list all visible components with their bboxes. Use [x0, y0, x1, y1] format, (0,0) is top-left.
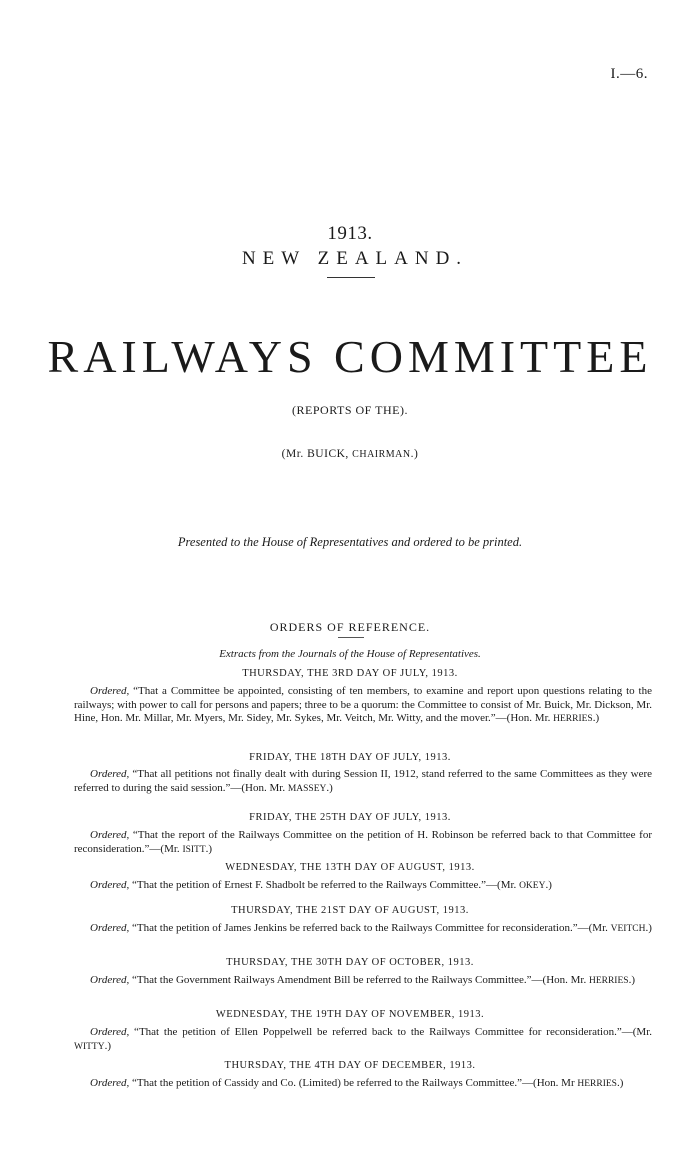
entry-paragraph	[74, 685, 652, 727]
entry-text: “That a Committee be appointed, consisting of ten members, to examine and report upon questions relating to the railways; with power to call for persons and papers; three to be a quorum: the Committee to consist of Mr. Buick, Mr. Dickson, Mr. Hine, Hon. Mr. Millar, Mr. Myers, Mr. Sidey, Mr. Sykes, Mr. Veitch, Mr. Witty, and the mover.”—(Hon. Mr.	[74, 685, 653, 724]
country-heading: NEW ZEALAND.	[241, 248, 469, 269]
entry-text: “That the petition of Ellen Poppelwell be referred back to the Railways Committee for reconsideration.”—(Mr.	[129, 1026, 652, 1038]
entry-paragraph	[74, 879, 652, 894]
chairman-prefix: (Mr. BUICK,	[281, 448, 353, 460]
entry-date: THURSDAY, THE 4TH DAY OF DECEMBER, 1913.	[224, 1060, 476, 1071]
entry-text: “That the report of the Railways Committee on the petition of H. Robinson be referred back to that Committee for reconsideration.”—(Mr.	[74, 829, 652, 855]
entry-date: WEDNESDAY, THE 19TH DAY OF NOVEMBER, 1913.	[215, 1009, 485, 1020]
ordered-label: Ordered,	[90, 768, 130, 780]
chairman-suffix: .)	[410, 448, 419, 460]
mover-name: WITTY	[74, 1041, 105, 1052]
entry-date: THURSDAY, THE 30TH DAY OF OCTOBER, 1913.	[226, 957, 474, 968]
mover-name: HERRIES	[577, 1079, 617, 1089]
ordered-label: Ordered,	[90, 974, 130, 986]
mover-name: OKEY	[519, 881, 546, 891]
orders-rule	[338, 637, 364, 638]
mover-name: HERRIES	[588, 976, 629, 986]
entry-end: .)	[592, 712, 600, 724]
ordered-label: Ordered,	[90, 1026, 130, 1038]
ordered-label: Ordered,	[90, 879, 130, 891]
entry-text: “That all petitions not finally dealt with during Session II, 1912, stand referred to the same Committees as they were referred to during the said session.”—(Hon. Mr.	[74, 768, 652, 794]
entry-paragraph	[74, 1026, 652, 1054]
mover-name: ISITT	[182, 844, 206, 855]
entry-paragraph	[74, 768, 652, 796]
entry-end: .)	[205, 842, 213, 855]
entry-date: THURSDAY, THE 21ST DAY OF AUGUST, 1913.	[231, 905, 469, 916]
mover-name: HERRIES	[553, 714, 593, 724]
presented-line: Presented to the House of Representatives and ordered to be printed.	[177, 535, 523, 549]
entry-text: “That the petition of Ernest F. Shadbolt be referred to the Railways Committee.”—(Mr.	[129, 879, 520, 891]
orders-heading: ORDERS OF REFERENCE.	[269, 620, 431, 634]
entry-end: .)	[628, 974, 635, 986]
extracts-line: Extracts from the Journals of the House of Representatives.	[219, 648, 481, 660]
ordered-label: Ordered,	[90, 829, 130, 841]
entry-end: .)	[645, 922, 652, 934]
mover-name: MASSEY	[287, 783, 327, 794]
entry-paragraph	[74, 974, 652, 989]
entry-date: THURSDAY, THE 3RD DAY OF JULY, 1913.	[242, 668, 458, 679]
entry-end: .)	[616, 1077, 624, 1089]
heading-rule	[327, 277, 375, 278]
entry-end: .)	[104, 1039, 112, 1052]
main-title: RAILWAYS COMMITTEE	[47, 331, 653, 382]
entry-end: .)	[545, 879, 552, 891]
document-reference: I.—6.	[610, 66, 648, 82]
entry-paragraph	[74, 922, 652, 937]
chairman-line	[0, 448, 700, 460]
chairman-role: CHAIRMAN	[352, 449, 411, 460]
entry-date: FRIDAY, THE 18TH DAY OF JULY, 1913.	[249, 752, 451, 763]
year: 1913.	[327, 223, 373, 244]
ordered-label: Ordered,	[90, 685, 130, 697]
entry-paragraph	[74, 829, 652, 857]
entry-text: “That the petition of Cassidy and Co. (Limited) be referred to the Railways Committee.”—(Hon. Mr	[129, 1077, 578, 1089]
ordered-label: Ordered,	[90, 1077, 130, 1089]
entry-date: WEDNESDAY, THE 13TH DAY OF AUGUST, 1913.	[225, 862, 475, 873]
entry-paragraph	[74, 1077, 652, 1092]
entry-text: “That the Government Railways Amendment Bill be referred to the Railways Committee.”—(Hon. Mr.	[129, 974, 589, 986]
entry-text: “That the petition of James Jenkins be referred back to the Railways Committee for reconsideration.”—(Mr.	[129, 922, 611, 934]
ordered-label: Ordered,	[90, 922, 130, 934]
entry-end: .)	[326, 781, 333, 794]
entry-date: FRIDAY, THE 25TH DAY OF JULY, 1913.	[249, 812, 451, 823]
mover-name: VEITCH	[610, 924, 646, 934]
subtitle: (REPORTS OF THE).	[292, 403, 408, 417]
